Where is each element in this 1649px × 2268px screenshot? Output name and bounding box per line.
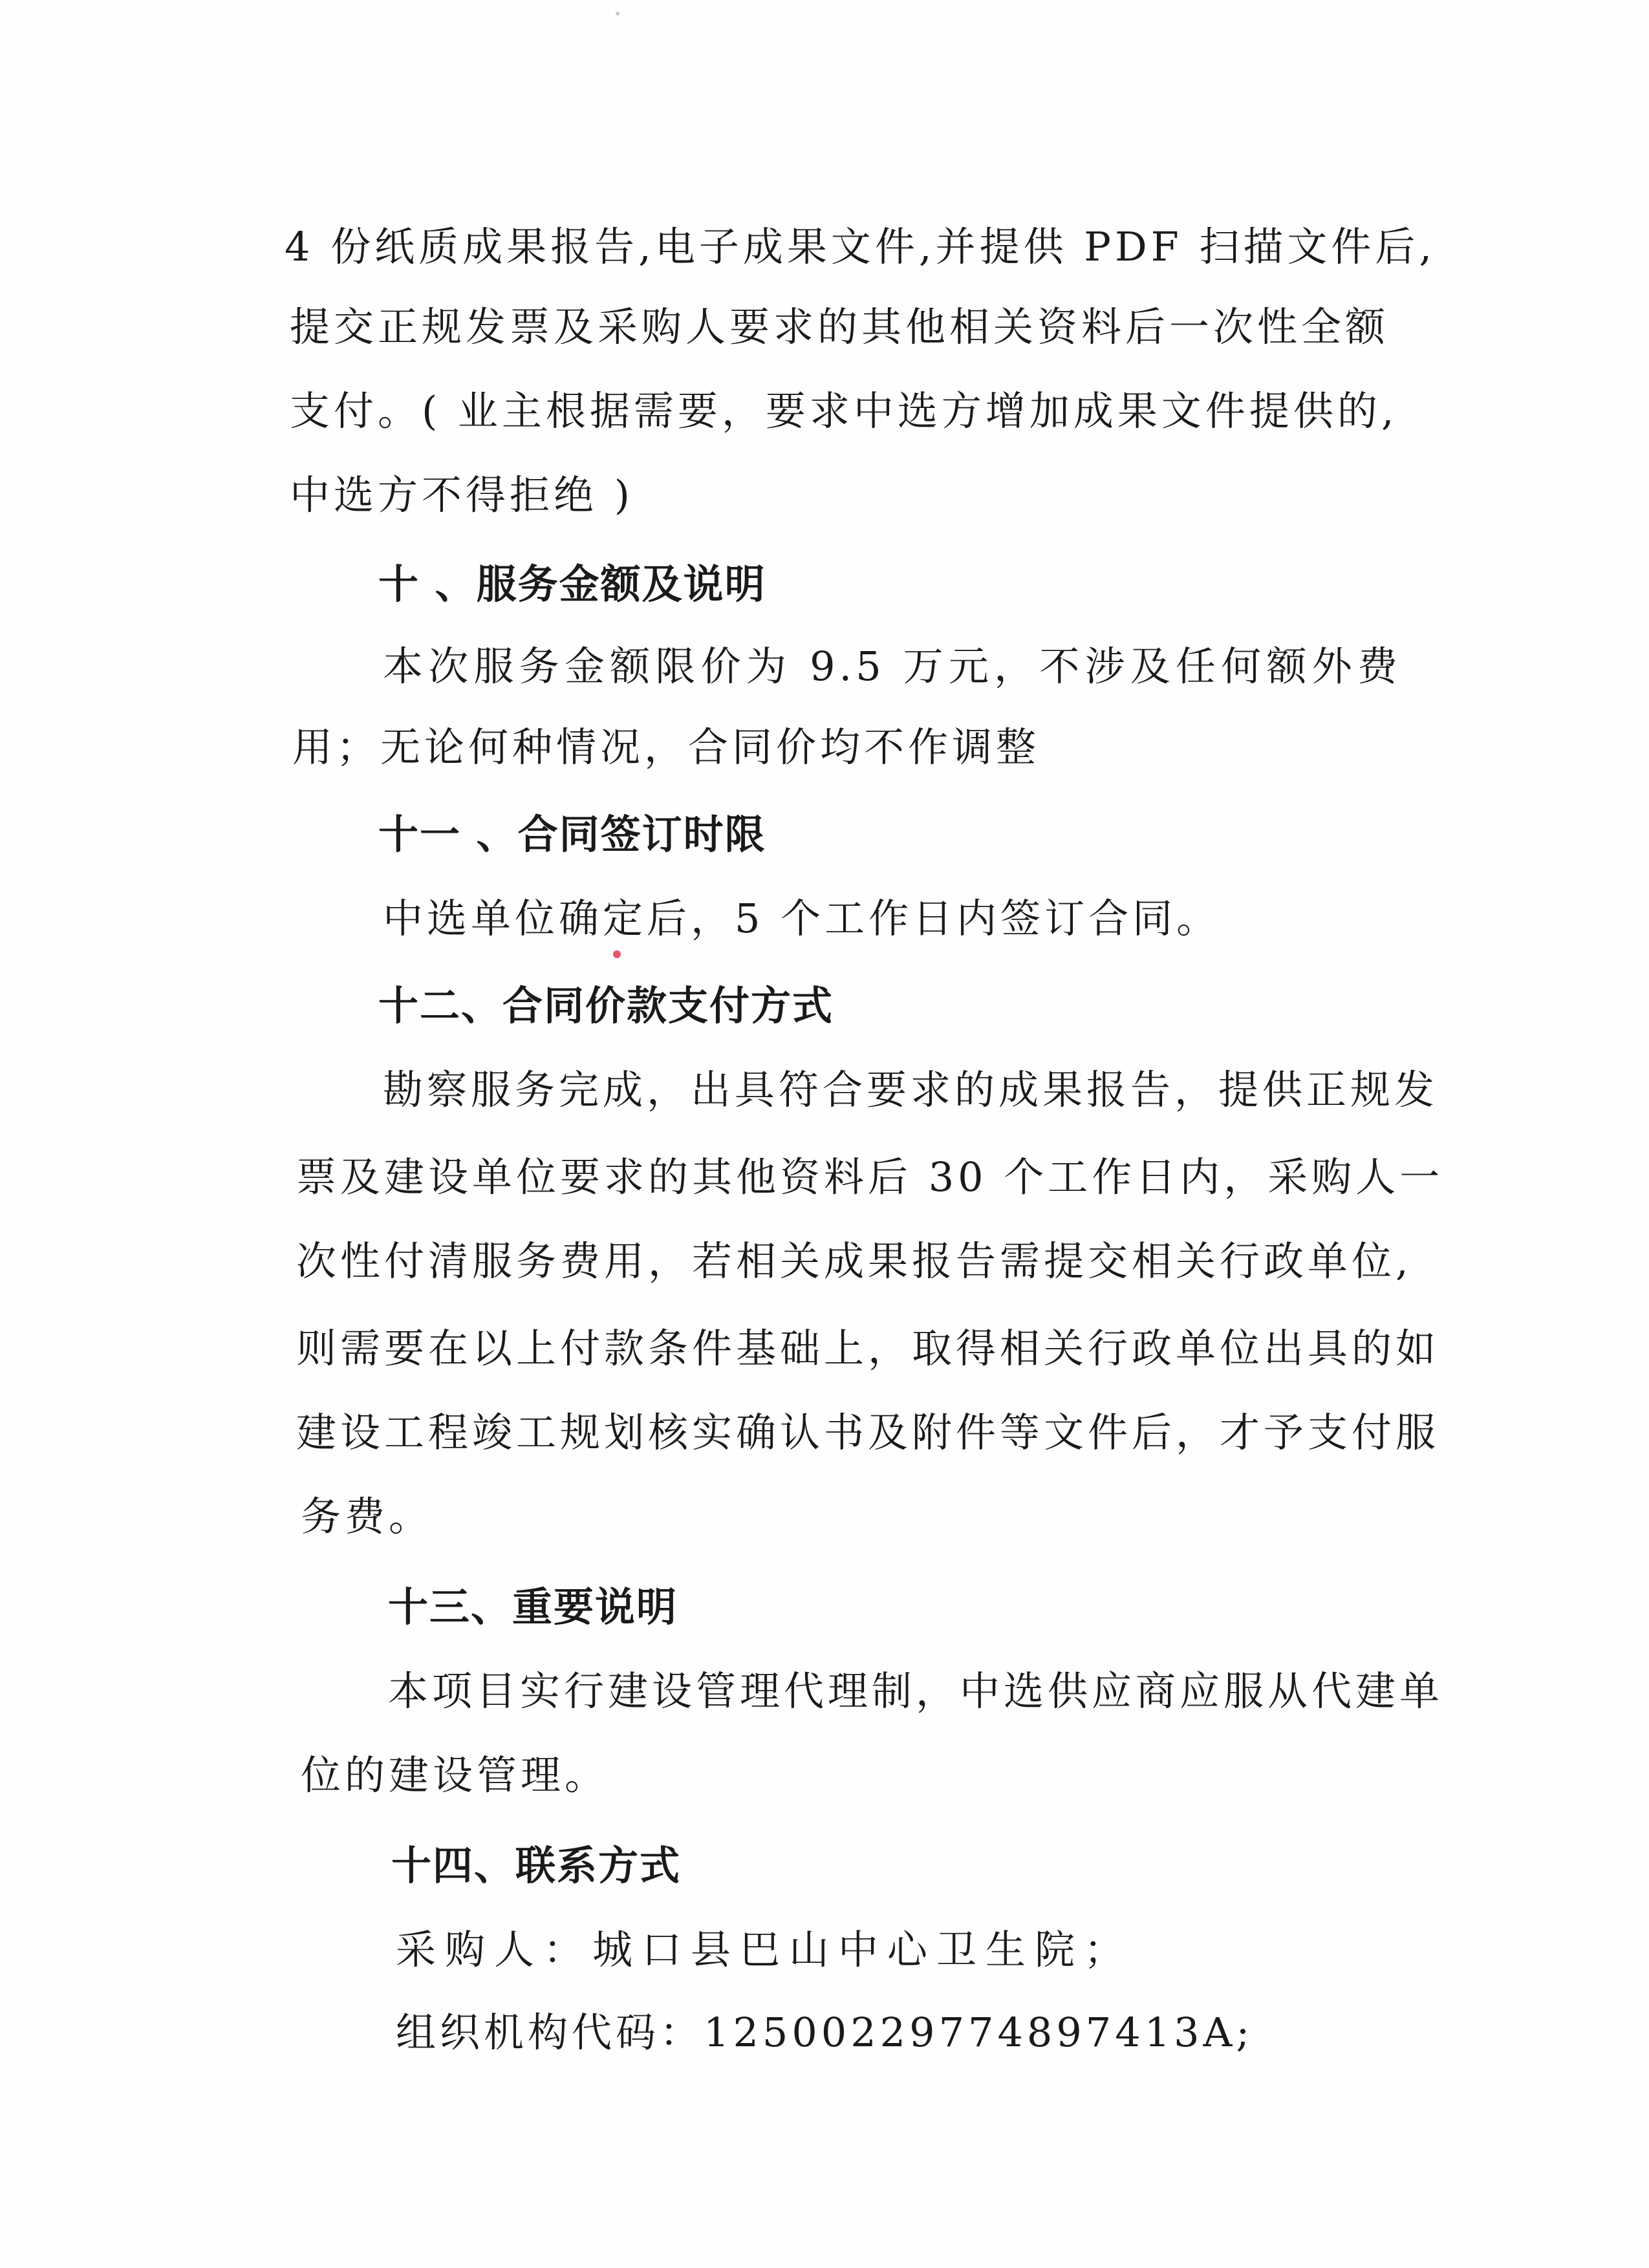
- section-12-line-4: 则需要在以上付款条件基础上，取得相关行政单位出具的如: [296, 1325, 1440, 1372]
- section-heading-service-amount: 十 、服务金额及说明: [378, 561, 766, 608]
- scan-speck: [616, 12, 620, 16]
- purchaser-line: 采购人：城口县巴山中心卫生院；: [396, 1926, 1134, 1973]
- intro-line-3: 支付。( 业主根据需要，要求中选方增加成果文件提供的,: [290, 387, 1398, 434]
- section-10-line-2: 用；无论何种情况，合同价均不作调整: [292, 723, 1040, 771]
- section-heading-payment-method: 十二、合同价款支付方式: [378, 982, 834, 1029]
- section-13-line-1: 本项目实行建设管理代理制，中选供应商应服从代建单: [388, 1667, 1444, 1715]
- section-12-line-2: 票及建设单位要求的其他资料后 30 个工作日内，采购人一: [296, 1153, 1444, 1201]
- organization-code-line: 组织机构代码：12500229774897413A;: [396, 2009, 1254, 2056]
- scan-speck-red: [613, 950, 621, 958]
- section-heading-contract-signing: 十一 、合同签订时限: [378, 811, 766, 858]
- intro-line-1: 4 份纸质成果报告,电子成果文件,并提供 PDF 扫描文件后,: [285, 223, 1436, 270]
- section-12-line-6: 务费。: [301, 1493, 433, 1540]
- intro-line-2: 提交正规发票及采购人要求的其他相关资料后一次性全额: [290, 303, 1390, 350]
- section-13-line-2: 位的建设管理。: [301, 1751, 609, 1799]
- section-12-line-3: 次性付清服务费用，若相关成果报告需提交相关行政单位,: [296, 1237, 1412, 1285]
- section-heading-contact-info: 十四、联系方式: [391, 1842, 682, 1889]
- section-12-line-5: 建设工程竣工规划核实确认书及附件等文件后，才予支付服: [296, 1409, 1440, 1456]
- section-heading-important-notes: 十三、重要说明: [388, 1583, 678, 1631]
- intro-line-4: 中选方不得拒绝 ): [290, 471, 634, 519]
- section-10-line-1: 本次服务金额限价为 9.5 万元，不涉及任何额外费: [383, 643, 1401, 690]
- section-12-line-1: 勘察服务完成，出具符合要求的成果报告，提供正规发: [383, 1066, 1439, 1113]
- section-11-line-1: 中选单位确定后，5 个工作日内签订合同。: [383, 895, 1221, 942]
